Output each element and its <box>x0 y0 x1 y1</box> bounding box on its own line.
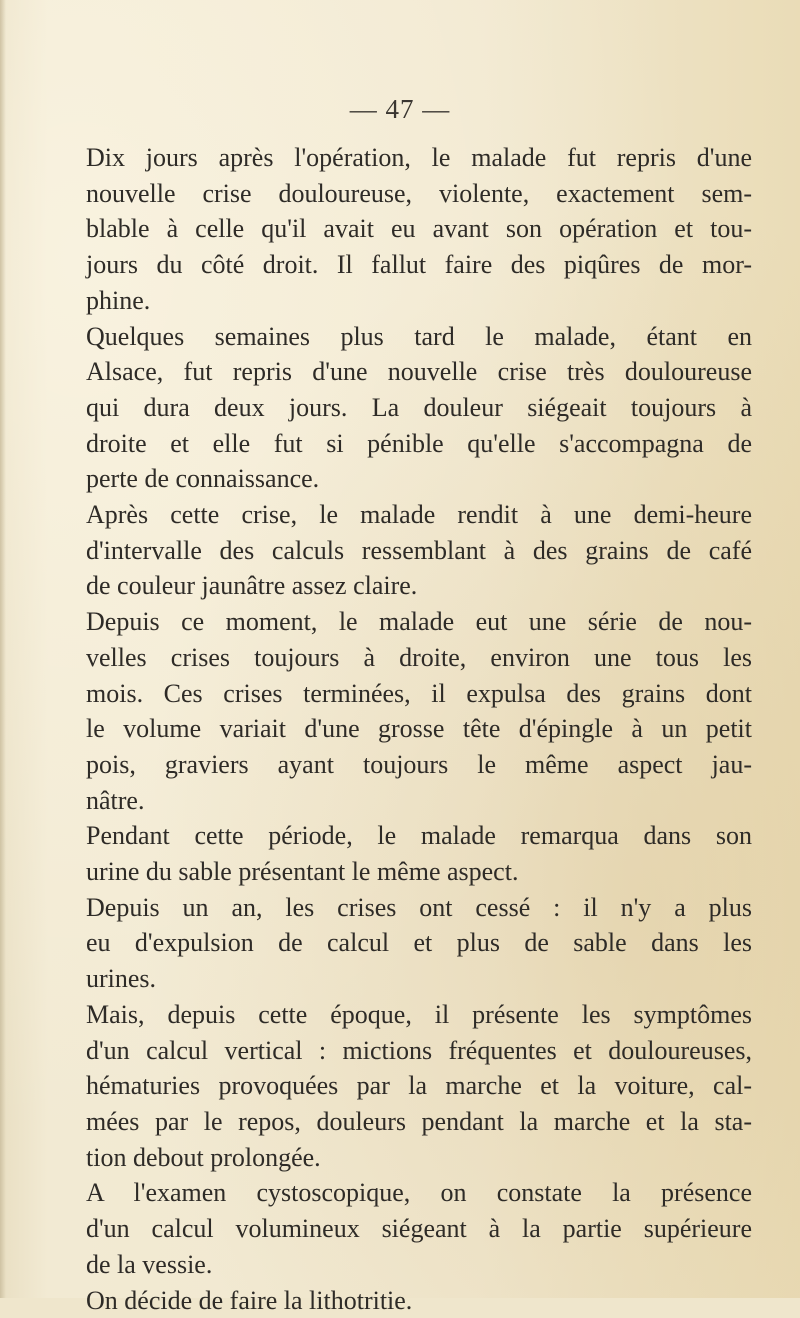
paragraph-1 <box>54 140 752 319</box>
text-line: d'un calcul vertical : mictions fréquentes et douloureuses, <box>54 1033 752 1069</box>
text-line: eu d'expulsion de calcul et plus de sable dans les <box>54 925 752 961</box>
text-line: droite et elle fut si pénible qu'elle s'accompagna de <box>54 426 752 462</box>
text-line: urines. <box>54 961 752 997</box>
text-line: de la vessie. <box>54 1247 752 1283</box>
text-line: Après cette crise, le malade rendit à une demi-heure <box>54 497 752 533</box>
text-line: Mais, depuis cette époque, il présente les symptômes <box>54 997 752 1033</box>
text-line: Quelques semaines plus tard le malade, étant en <box>54 319 752 355</box>
text-line: nouvelle crise douloureuse, violente, exactement sem- <box>54 176 752 212</box>
text-line: hématuries provoquées par la marche et la voiture, cal- <box>54 1068 752 1104</box>
text-line: d'intervalle des calculs ressemblant à des grains de café <box>54 533 752 569</box>
text-line: phine. <box>54 283 752 319</box>
paragraph-2 <box>54 319 752 498</box>
paragraph-5 <box>54 818 752 889</box>
paragraph-6 <box>54 890 752 997</box>
paragraph-3 <box>54 497 752 604</box>
text-line: tion debout prolongée. <box>54 1140 752 1176</box>
text-line: perte de connaissance. <box>54 461 752 497</box>
text-line: Depuis ce moment, le malade eut une série de nou- <box>54 604 752 640</box>
text-line: le volume variait d'une grosse tête d'épingle à un petit <box>54 711 752 747</box>
text-line: mois. Ces crises terminées, il expulsa des grains dont <box>54 676 752 712</box>
page-number: — 47 — <box>0 94 800 125</box>
paragraph-4 <box>54 604 752 818</box>
paragraph-8 <box>54 1175 752 1282</box>
text-line: mées par le repos, douleurs pendant la marche et la sta- <box>54 1104 752 1140</box>
text-line: nâtre. <box>54 783 752 819</box>
text-line: Dix jours après l'opération, le malade fut repris d'une <box>54 140 752 176</box>
text-line: d'un calcul volumineux siégeant à la partie supérieure <box>54 1211 752 1247</box>
text-line: A l'examen cystoscopique, on constate la présence <box>54 1175 752 1211</box>
paragraph-9 <box>54 1283 752 1318</box>
text-line: urine du sable présentant le même aspect. <box>54 854 752 890</box>
text-line: jours du côté droit. Il fallut faire des piqûres de mor- <box>54 247 752 283</box>
text-line: On décide de faire la lithotritie. <box>54 1283 752 1318</box>
page-edge <box>0 0 6 1298</box>
text-line: qui dura deux jours. La douleur siégeait toujours à <box>54 390 752 426</box>
text-line: Pendant cette période, le malade remarqua dans son <box>54 818 752 854</box>
paragraph-7 <box>54 997 752 1176</box>
body-text <box>54 140 752 1318</box>
text-line: pois, graviers ayant toujours le même aspect jau- <box>54 747 752 783</box>
text-line: Alsace, fut repris d'une nouvelle crise très douloureuse <box>54 354 752 390</box>
text-line: blable à celle qu'il avait eu avant son opération et tou- <box>54 211 752 247</box>
text-line: velles crises toujours à droite, environ une tous les <box>54 640 752 676</box>
text-line: de couleur jaunâtre assez claire. <box>54 568 752 604</box>
text-line: Depuis un an, les crises ont cessé : il n'y a plus <box>54 890 752 926</box>
